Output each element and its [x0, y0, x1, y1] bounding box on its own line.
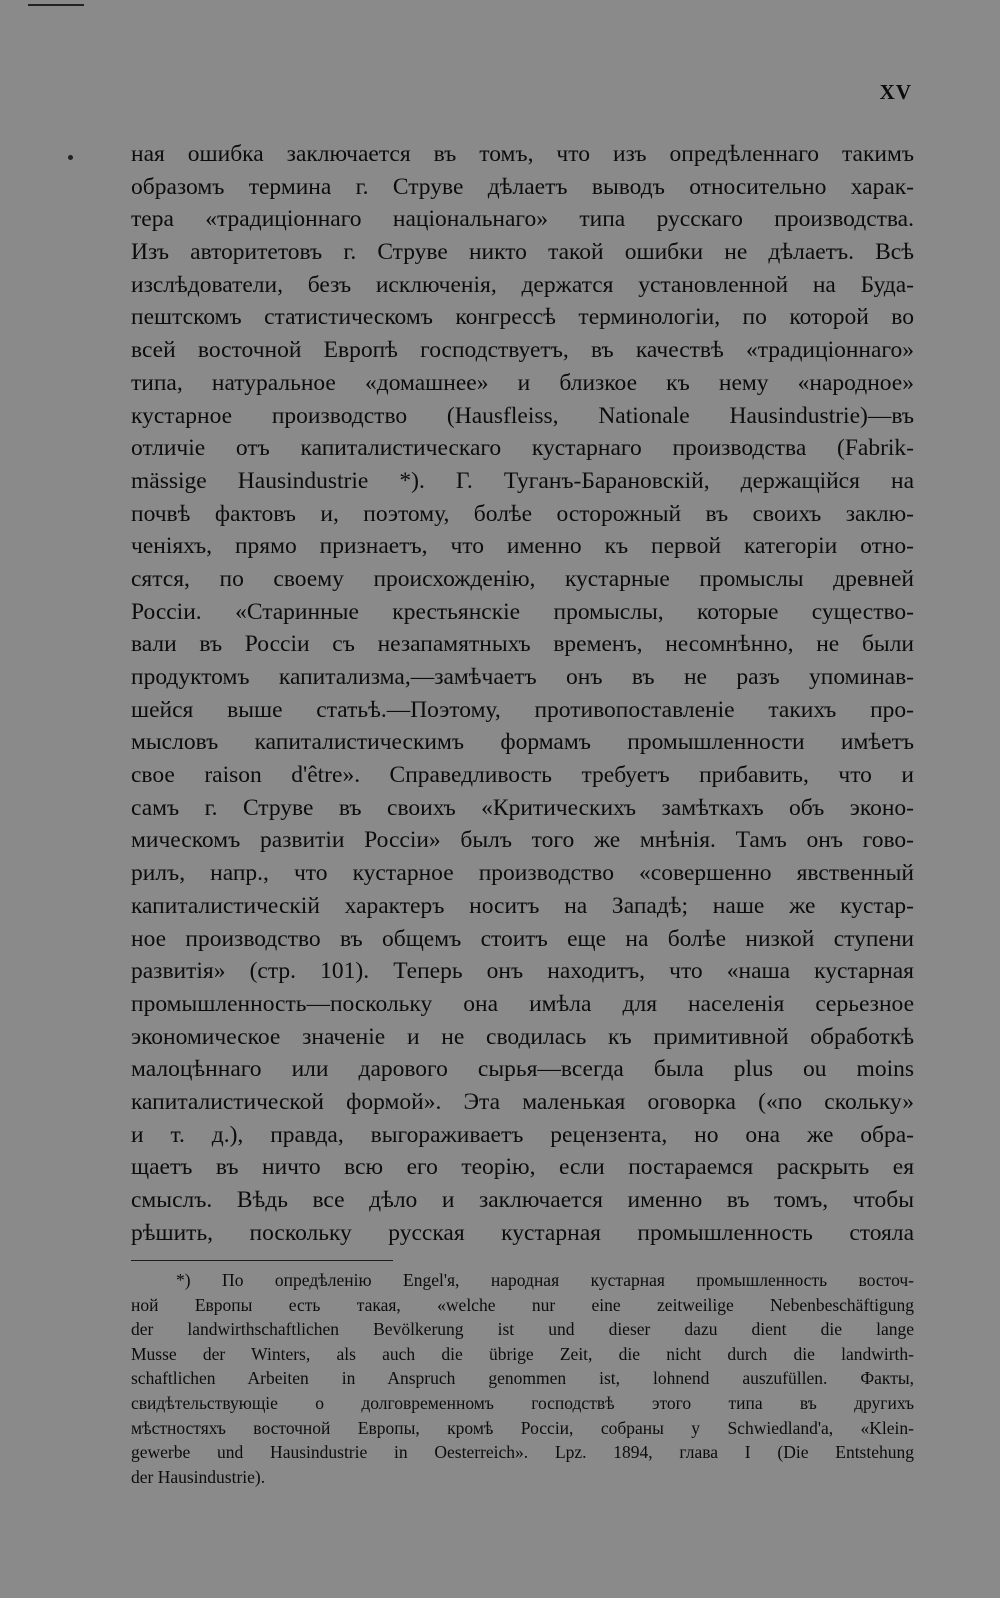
text-line: ная ошибка заключается въ томъ, что изъ опредѣленнаго такимъ [131, 141, 914, 167]
text-line: всей восточной Европѣ господствуетъ, въ качествѣ «традиціоннаго» [131, 337, 914, 364]
text-line: пештскомъ статистическомъ конгрессѣ терминологіи, по которой во [131, 304, 914, 331]
text-line: промышленность—поскольку она имѣла для населенія серьезное [131, 990, 914, 1017]
text-line: ное производство въ общемъ стоитъ еще на болѣе низкой ступени [131, 925, 914, 952]
footnote [131, 1268, 914, 1489]
text-line: рилъ, напр., что кустарное производство «совершенно явственный [131, 860, 914, 887]
text-line: и т. д.), правда, выгораживаетъ рецензента, но она же обра- [131, 1121, 914, 1148]
text-line: вали въ Россіи съ незапамятныхъ временъ, несомнѣнно, не были [131, 631, 914, 658]
text-line: образомъ термина г. Струве дѣлаетъ выводъ относительно харак- [131, 173, 914, 200]
footnote-line: gewerbe und Hausindustrie in Oesterreich». Lpz. 1894, глава I (Die Entstehung [131, 1442, 914, 1463]
text-line: кустарное производство (Hausfleiss, Nationale Hausindustrie)—въ [131, 402, 914, 429]
footnote-line: *) По опредѣленію Engel'я, народная кустарная промышленность восточ- [176, 1270, 914, 1290]
text-line: почвѣ фактовъ и, поэтому, болѣе осторожный въ своихъ заклю- [131, 500, 914, 527]
text-line: щаетъ въ ничто всю его теорію, если постараемся раскрыть ея [131, 1154, 914, 1181]
footnote-line: мѣстностяхъ восточной Европы, кромѣ Россіи, собраны у Schwiedland'a, «Klein- [131, 1417, 914, 1438]
text-line: смыслъ. Вѣдь все дѣло и заключается именно въ томъ, чтобы [131, 1187, 914, 1213]
footnote-line: der landwirthschaftlichen Bevölkerung ist und dieser dazu dient die lange [131, 1319, 914, 1340]
footnote-line: der Hausindustrie). [131, 1466, 266, 1487]
text-line: капиталистической формой». Эта маленькая оговорка («по скольку» [131, 1088, 914, 1115]
text-line: изслѣдователи, безъ исключенія, держатся установленной на Буда- [131, 271, 914, 298]
text-line: рѣшить, поскольку русская кустарная промышленность стояла [131, 1219, 914, 1246]
text-line: капиталистическій характеръ носитъ на Западѣ; наше же кустар- [131, 892, 914, 919]
text-line: шейся выше статьѣ.—Поэтому, противопоставленіе такихъ про- [131, 696, 914, 723]
text-line: продуктомъ капитализма,—замѣчаетъ онъ въ не разъ упоминав- [131, 664, 914, 690]
text-line: Изъ авторитетовъ г. Струве никто такой ошибки не дѣлаетъ. Всѣ [131, 239, 914, 266]
page-number: XV [879, 80, 912, 104]
text-line: Россіи. «Старинные крестьянскіе промыслы, которые существо- [131, 598, 914, 625]
main-text [131, 138, 914, 1249]
text-line: тера «традиціоннаго національнаго» типа русскаго производства. [131, 206, 914, 233]
margin-mark [68, 155, 73, 160]
text-line: свое raison d'être». Справедливость требуетъ прибавить, что и [131, 762, 914, 789]
text-line: mässige Hausindustrie *). Г. Туганъ-Барановскій, держащійся на [131, 467, 914, 494]
footnote-divider [131, 1260, 393, 1261]
text-line: сятся, по своему происхожденію, кустарные промыслы древней [131, 565, 914, 592]
text-line: малоцѣннаго или дарового сырья—всегда была plus ou moins [131, 1056, 914, 1083]
footnote-line: свидѣтельствующіе о долговременномъ господствѣ этого типа въ другихъ [131, 1392, 914, 1413]
text-line: мысловъ капиталистическимъ формамъ промышленности имѣетъ [131, 729, 914, 756]
text-line: отличіе отъ капиталистическаго кустарнаго производства (Fabrik- [131, 435, 914, 462]
text-line: самъ г. Струве въ своихъ «Критическихъ замѣткахъ объ эконо- [131, 794, 914, 821]
text-line: развитія» (стр. 101). Теперь онъ находитъ, что «наша кустарная [131, 958, 914, 985]
footnote-line: schaftlichen Arbeiten in Anspruch genommen ist, lohnend auszufüllen. Факты, [131, 1368, 914, 1389]
text-line: экономическое значеніе и не сводилась къ примитивной обработкѣ [131, 1023, 914, 1050]
text-line: типа, натуральное «домашнее» и близкое къ нему «народное» [131, 369, 914, 396]
top-edge-rule [28, 4, 84, 6]
footnote-line: Musse der Winters, als auch die übrige Zeit, die nicht durch die landwirth- [131, 1343, 914, 1364]
text-line: мическомъ развитіи Россіи» былъ того же мнѣнія. Тамъ онъ гово- [131, 827, 914, 854]
footnote-line: ной Европы есть такая, «welche nur eine zeitweilige Nebenbeschäftigung [131, 1294, 914, 1315]
text-line: ченіяхъ, прямо признаетъ, что именно къ первой категоріи отно- [131, 533, 914, 560]
